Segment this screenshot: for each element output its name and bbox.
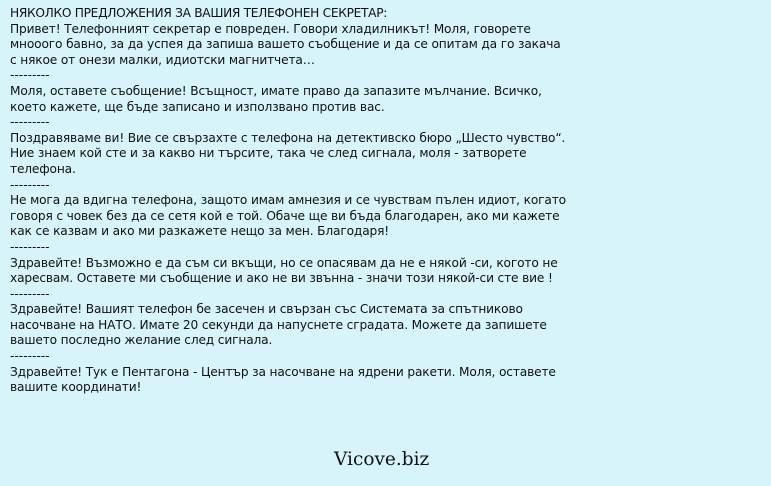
joke-text-line: Здравейте! Вашият телефон бе засечен и свързан със Системата за спътниково (10, 302, 523, 317)
joke-item (10, 256, 762, 287)
joke-text-line: Здравейте! Възможно е да съм си вкъщи, но се опасявам да не е някой -си, когото не (10, 255, 558, 270)
joke-separator: --------- (10, 239, 50, 254)
joke-item (10, 84, 762, 115)
joke-separator: --------- (10, 286, 50, 301)
joke-separator: --------- (10, 177, 50, 192)
joke-separator: --------- (10, 349, 50, 364)
joke-text-line: харесвам. Оставете ми съобщение и ако не ви звънна - значи този някой-си сте вие ! (10, 271, 553, 286)
joke-text-line: Моля, оставете съобщение! Всъщност, имате право да запазите мълчание. Всичко, (10, 83, 542, 98)
joke-text-line: Не мога да вдигна телефона, защото имам амнезия и се чувствам пълен идиот, когато (10, 193, 566, 208)
page-title: НЯКОЛКО ПРЕДЛОЖЕНИЯ ЗА ВАШИЯ ТЕЛЕФОНЕН СЕКРЕТАР: (10, 6, 388, 20)
joke-item (10, 302, 762, 349)
joke-item (10, 22, 762, 69)
joke-text-line: вашите координати! (10, 380, 142, 395)
joke-separator: --------- (10, 68, 50, 83)
joke-text-line: как се казвам и ако ми разкажете нещо за мен. Благодаря! (10, 224, 390, 239)
joke-article (10, 6, 762, 396)
joke-text-line: мнооого бавно, за да успея да запиша вашето съобщение и да се опитам да го закача (10, 37, 561, 52)
joke-text-line: Ние знаем кой сте и за какво ни търсите, така че след сигнала, моля - затворете (10, 146, 527, 161)
joke-separator: --------- (10, 115, 50, 130)
site-brand: Vicove.biz (334, 449, 430, 470)
joke-item (10, 131, 762, 178)
joke-text-line: вашето последно желание след сигнала. (10, 333, 273, 348)
joke-text-line: Привет! Телефонният секретар е повреден. Говори хладилникът! Моля, говорете (10, 21, 531, 36)
joke-text-line: Здравейте! Тук е Пентагона - Център за насочване на ядрени ракети. Моля, оставете (10, 364, 556, 379)
joke-text-line: Поздравяваме ви! Вие се свързахте с телефона на детективско бюро „Шесто чувство“. (10, 130, 566, 145)
joke-text-line: телефона. (10, 161, 76, 176)
joke-item (10, 365, 762, 396)
joke-text-line: което кажете, ще бъде записано и използвано против вас. (10, 99, 385, 114)
joke-text-line: с някое от онези малки, идиотски магнитчета… (10, 52, 315, 67)
joke-text-line: говоря с човек без да се сетя кой е той. Обаче ще ви бъда благодарен, ако ми кажете (10, 208, 560, 223)
joke-item (10, 193, 762, 240)
joke-text-line: насочване на НАТО. Имате 20 секунди да напуснете сградата. Можете да запишете (10, 317, 547, 332)
